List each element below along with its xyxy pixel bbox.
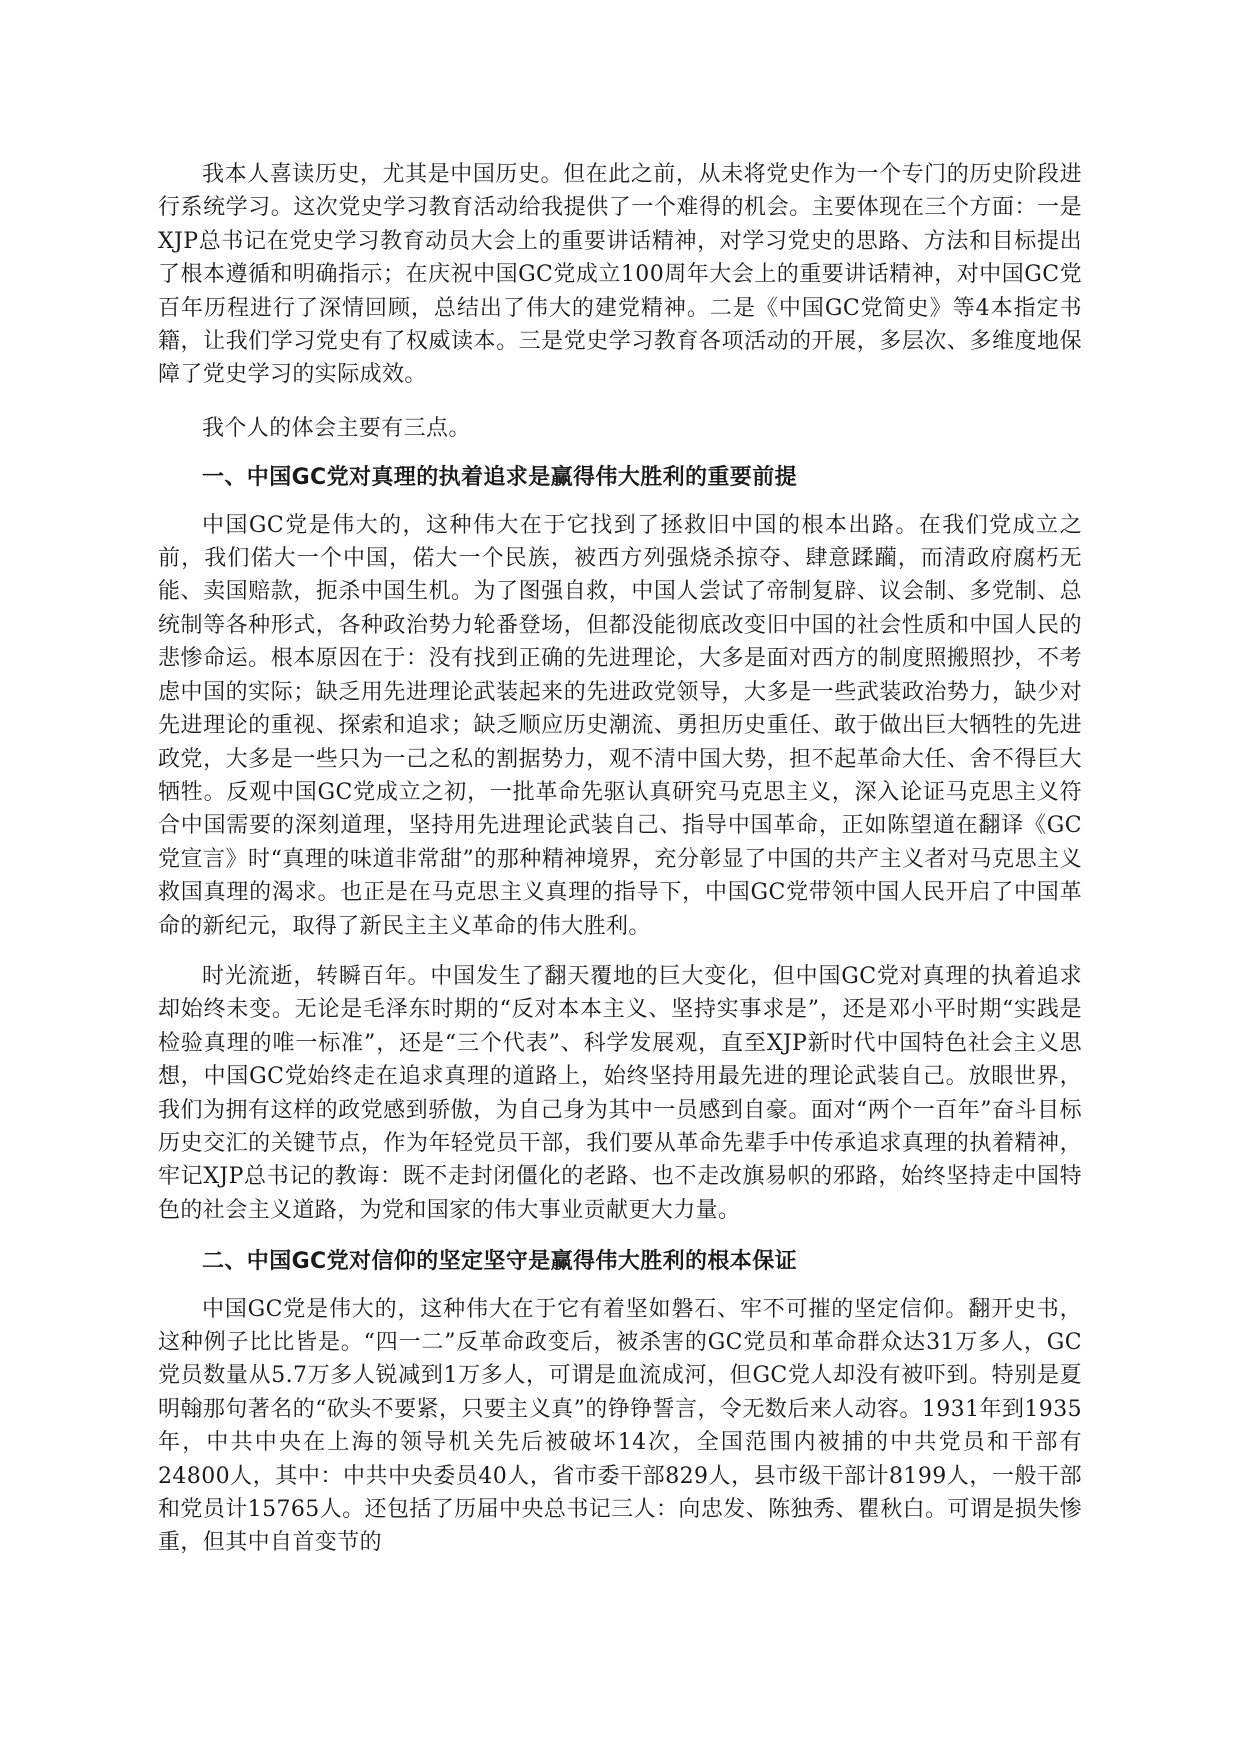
document-page (158, 158, 1082, 1560)
intro-paragraph: 我本人喜读历史，尤其是中国历史。但在此之前，从未将党史作为一个专门的历史阶段进行系统学习。这次党史学习教育活动给我提供了一个难得的机会。主要体现在三个方面：一是XJP总书记在党史学习教育动员大会上的重要讲话精神，对学习党史的思路、方法和目标提出了根本遵循和明确指示；在庆祝中国GC党成立100周年大会上的重要讲话精神，对中国GC党百年历程进行了深情回顾，总结出了伟大的建党精神。二是《中国GC党简史》等4本指定书籍，让我们学习党史有了权威读本。三是党史学习教育各项活动的开展，多层次、多维度地保障了党史学习的实际成效。 (158, 162, 1082, 388)
section-two-paragraph-a: 中国GC党是伟大的，这种伟大在于它有着坚如磐石、牢不可摧的坚定信仰。翻开史书，这种例子比比皆是。“四一二”反革命政变后，被杀害的GC党员和革命群众达31万多人，GC党员数量从5.7万多人锐减到1万多人，可谓是血流成河，但GC党人却没有被吓到。特别是夏明翰那句著名的“砍头不要紧，只要主义真”的铮铮誓言，令无数后来人动容。1931年到1935年，中共中央在上海的领导机关先后被破坏14次，全国范围内被捕的中共党员和干部有24800人，其中：中共中央委员40人，省市委干部829人，县市级干部计8199人，一般干部和党员计15765人。还包括了历届中央总书记三人：向忠发、陈独秀、瞿秋白。可谓是损失惨重，但其中自首变节的 (158, 1296, 1082, 1556)
section-one-paragraph-a: 中国GC党是伟大的，这种伟大在于它找到了拯救旧中国的根本出路。在我们党成立之前，我们偌大一个中国，偌大一个民族，被西方列强烧杀掠夺、肆意蹂躏，而清政府腐朽无能、卖国赔款，扼杀中国生机。为了图强自救，中国人尝试了帝制复辟、议会制、多党制、总统制等各种形式，各种政治势力轮番登场，但都没能彻底改变旧中国的社会性质和中国人民的悲惨命运。根本原因在于：没有找到正确的先进理论，大多是面对西方的制度照搬照抄，不考虑中国的实际；缺乏用先进理论武装起来的先进政党领导，大多是一些武装政治势力，缺少对先进理论的重视、探索和追求；缺乏顺应历史潮流、勇担历史重任、敢于做出巨大牺牲的先进政党，大多是一些只为一己之私的割据势力，观不清中国大势，担不起革命大任、舍不得巨大牺牲。反观中国GC党成立之初，一批革命先驱认真研究马克思主义，深入论证马克思主义符合中国需要的深刻道理，坚持用先进理论武装自己、指导中国革命，正如陈望道在翻译《GC党宣言》时“真理的味道非常甜”的那种精神境界，充分彰显了中国的共产主义者对马克思主义救国真理的渴求。也正是在马克思主义真理的指导下，中国GC党带领中国人民开启了中国革命的新纪元，取得了新民主主义革命的伟大胜利。 (158, 512, 1083, 939)
section-one-paragraph-b: 时光流逝，转瞬百年。中国发生了翻天覆地的巨大变化，但中国GC党对真理的执着追求却始终未变。无论是毛泽东时期的“反对本本主义、坚持实事求是”，还是邓小平时期“实践是检验真理的唯一标准”，还是“三个代表”、科学发展观，直至XJP新时代中国特色社会主义思想，中国GC党始终走在追求真理的道路上，始终坚持用最先进的理论武装自己。放眼世界，我们为拥有这样的政党感到骄傲，为自己身为其中一员感到自豪。面对“两个一百年”奋斗目标历史交汇的关键节点，作为年轻党员干部，我们要从革命先辈手中传承追求真理的执着精神，牢记XJP总书记的教诲：既不走封闭僵化的老路、也不走改旗易帜的邪路，始终坚持走中国特色的社会主义道路，为党和国家的伟大事业贡献更大力量。 (158, 963, 1082, 1223)
section-two-heading: 二、中国GC党对信仰的坚定坚守是赢得伟大胜利的根本保证 (202, 1249, 798, 1275)
lead-paragraph: 我个人的体会主要有三点。 (202, 415, 471, 441)
section-one-heading: 一、中国GC党对真理的执着追求是赢得伟大胜利的重要前提 (202, 465, 798, 491)
